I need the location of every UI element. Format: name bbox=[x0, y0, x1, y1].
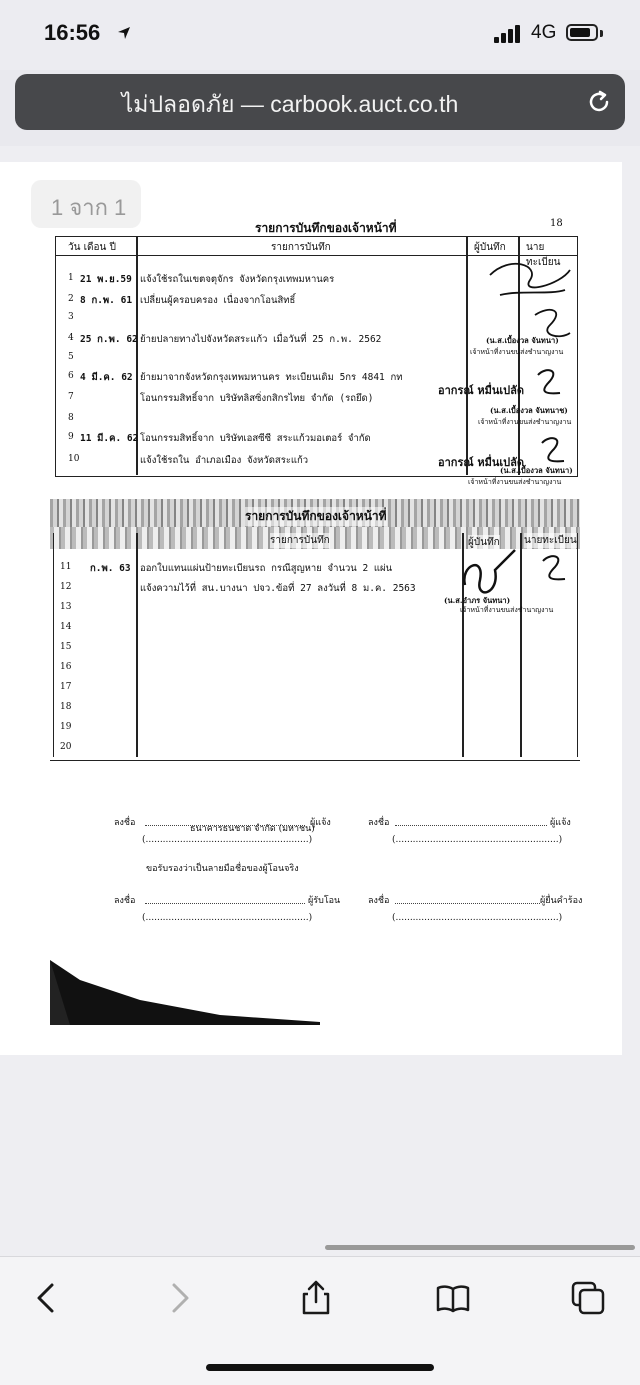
paren-line: (.........................................................) bbox=[142, 913, 313, 923]
cellular-signal-icon bbox=[494, 25, 522, 43]
battery-tip bbox=[600, 30, 603, 37]
row-number: 15 bbox=[60, 642, 72, 652]
row-number: 17 bbox=[60, 682, 72, 692]
sign-label: ลงชื่อ bbox=[368, 896, 390, 906]
col-header-registrar: นายทะเบียน bbox=[526, 242, 561, 268]
tabs-icon[interactable] bbox=[570, 1280, 606, 1316]
row-number: 11 bbox=[60, 562, 72, 572]
officer-title: เจ้าหน้าที่งานขนส่งชำนาญงาน bbox=[470, 348, 564, 356]
row-number: 19 bbox=[60, 722, 72, 732]
sign-role: ผู้รับโอน bbox=[308, 896, 341, 906]
row-entry: โอนกรรมสิทธิ์จาก บริษัทลิสซิ่งกสิกรไทย จำกัด (รถยึด) bbox=[140, 393, 374, 404]
sheet-title: รายการบันทึกของเจ้าหน้าที่ bbox=[255, 221, 397, 235]
scan-shadow bbox=[50, 960, 320, 1025]
paren-line: (.........................................................) bbox=[142, 835, 313, 845]
page-counter bbox=[31, 180, 141, 228]
officer-name: (น.ส.เบื้องวล จันทนา) bbox=[500, 466, 573, 475]
second-sheet-title: รายการบันทึกของเจ้าหน้าที่ bbox=[245, 507, 387, 526]
col-header-recorder: ผู้บันทึก bbox=[468, 537, 500, 548]
row-entry: โอนกรรมสิทธิ์จาก บริษัทเอสซีซี สระแก้วมอเตอร์ จำกัด bbox=[140, 433, 371, 444]
officer-title: เจ้าหน้าที่งานขนส่งชำนาญงาน bbox=[468, 478, 562, 486]
location-arrow-icon bbox=[117, 26, 131, 40]
sign-label: ลงชื่อ bbox=[368, 818, 390, 828]
row-number: 12 bbox=[60, 582, 72, 592]
row-number: 13 bbox=[60, 602, 72, 612]
officer-title: เจ้าหน้าที่งานขนส่งชำนาญงาน bbox=[460, 606, 554, 614]
row-entry: แจ้งใช้รถในเขตจตุจักร จังหวัดกรุงเทพมหานคร bbox=[140, 274, 335, 285]
col-divider bbox=[136, 533, 138, 757]
url-text[interactable]: ไม่ปลอดภัย — carbook.auct.co.th bbox=[121, 91, 459, 117]
row-entry: แจ้งใช้รถใน อำเภอเมือง จังหวัดสระแก้ว bbox=[140, 455, 309, 466]
row-number: 2 bbox=[68, 294, 74, 304]
bookmarks-icon[interactable] bbox=[435, 1280, 471, 1316]
row-number: 20 bbox=[60, 742, 72, 752]
row-number: 6 bbox=[68, 371, 74, 381]
row-number: 3 bbox=[68, 312, 74, 322]
row-number: 16 bbox=[60, 662, 72, 672]
row-number: 5 bbox=[68, 352, 74, 362]
col-divider bbox=[466, 237, 468, 475]
home-indicator bbox=[206, 1364, 434, 1371]
row-date: 25 ก.พ. 62 bbox=[80, 334, 138, 345]
battery-level bbox=[570, 28, 590, 37]
paren-line: (.........................................................) bbox=[392, 835, 563, 845]
sign-label: ลงชื่อ bbox=[114, 818, 136, 828]
sign-role: ผู้ยื่นคำร้อง bbox=[540, 896, 583, 906]
row-date: 11 มี.ค. 62 bbox=[80, 433, 139, 444]
sign-label: ลงชื่อ bbox=[114, 896, 136, 906]
row-entry: เปลี่ยนผู้ครอบครอง เนื่องจากโอนสิทธิ์ bbox=[140, 295, 296, 306]
col-header-entry: รายการบันทึก bbox=[271, 242, 331, 253]
officer-title: เจ้าหน้าที่งานขนส่งชำนาญงาน bbox=[478, 418, 572, 426]
registrar-signature bbox=[480, 245, 580, 345]
row-date: ก.พ. 63 bbox=[90, 563, 131, 574]
row-entry: แจ้งความไว้ที่ สน.บางนา ปจว.ข้อที่ 27 ลงวันที่ 8 ม.ค. 2563 bbox=[140, 583, 416, 594]
status-bar bbox=[0, 0, 640, 70]
col-header-entry: รายการบันทึก bbox=[270, 535, 330, 546]
signature-line bbox=[395, 825, 547, 826]
officer-name: (น.ส.เบื้องวล จันทนา) bbox=[486, 336, 559, 345]
page-number: 18 bbox=[550, 218, 563, 229]
row-date: 8 ก.พ. 61 bbox=[80, 295, 133, 306]
row-number: 14 bbox=[60, 622, 72, 632]
paren-line: (.........................................................) bbox=[392, 913, 563, 923]
clock: 16:56 bbox=[44, 20, 101, 45]
network-type: 4G bbox=[531, 22, 557, 43]
row-date: 21 พ.ย.59 bbox=[80, 274, 132, 285]
scroll-indicator bbox=[325, 1245, 635, 1250]
row-date: 4 มี.ค. 62 bbox=[80, 372, 133, 383]
page-counter-text: 1 จาก 1 bbox=[51, 195, 127, 220]
table-bottom-rule bbox=[50, 760, 580, 761]
signature-line bbox=[395, 903, 540, 904]
registration-record-sheet bbox=[50, 215, 583, 1025]
row-number: 10 bbox=[68, 454, 80, 464]
row-number: 8 bbox=[68, 413, 74, 423]
registrar-initial bbox=[534, 433, 574, 469]
col-header-date: วัน เดือน ปี bbox=[68, 242, 116, 253]
registrar-initial bbox=[530, 365, 570, 401]
row-number: 9 bbox=[68, 432, 74, 442]
row-number: 7 bbox=[68, 392, 74, 402]
sign-role: ผู้แจ้ง bbox=[550, 818, 571, 828]
row-number: 18 bbox=[60, 702, 72, 712]
row-number: 1 bbox=[68, 273, 74, 283]
sign-role: ผู้แจ้ง bbox=[310, 818, 331, 828]
row-number: 4 bbox=[68, 333, 74, 343]
address-bar[interactable] bbox=[15, 74, 625, 130]
bank-name: ธนาคารธนชาต จำกัด (มหาชน) bbox=[190, 824, 315, 834]
signature-line bbox=[145, 903, 305, 904]
forward-icon[interactable] bbox=[162, 1280, 198, 1316]
recorder-name: อากรณ์ หมื่นเปลัด bbox=[438, 384, 525, 397]
reload-icon[interactable] bbox=[585, 88, 613, 116]
row-entry: ออกใบแทนแผ่นป้ายทะเบียนรถ กรณีสูญหาย จำนวน 2 แผ่น bbox=[140, 563, 393, 574]
row-entry: ย้ายปลายทางไปจังหวัดสระแก้ว เมื่อวันที่ 25 ก.พ. 2562 bbox=[140, 334, 382, 345]
col-header-recorder: ผู้บันทึก bbox=[474, 242, 506, 253]
battery-icon bbox=[566, 24, 598, 41]
registrar-initial bbox=[535, 551, 575, 587]
row-entry: ย้ายมาจากจังหวัดกรุงเทพมหานคร ทะเบียนเดิม 5กร 4841 กท bbox=[140, 372, 403, 383]
col-header-registrar: นายทะเบียน bbox=[524, 535, 577, 546]
share-icon[interactable] bbox=[298, 1280, 334, 1316]
officer-name: (น.ส.เบื้องวล จันทนาช) bbox=[490, 406, 568, 415]
officer-name: (น.ส.อำภร จันทนา) bbox=[444, 596, 511, 605]
recorder-name: อากรณ์ หมื่นเปลัด bbox=[438, 456, 525, 469]
certify-text: ขอรับรองว่าเป็นลายมือชื่อของผู้โอนจริง bbox=[146, 864, 299, 874]
back-icon[interactable] bbox=[28, 1280, 64, 1316]
